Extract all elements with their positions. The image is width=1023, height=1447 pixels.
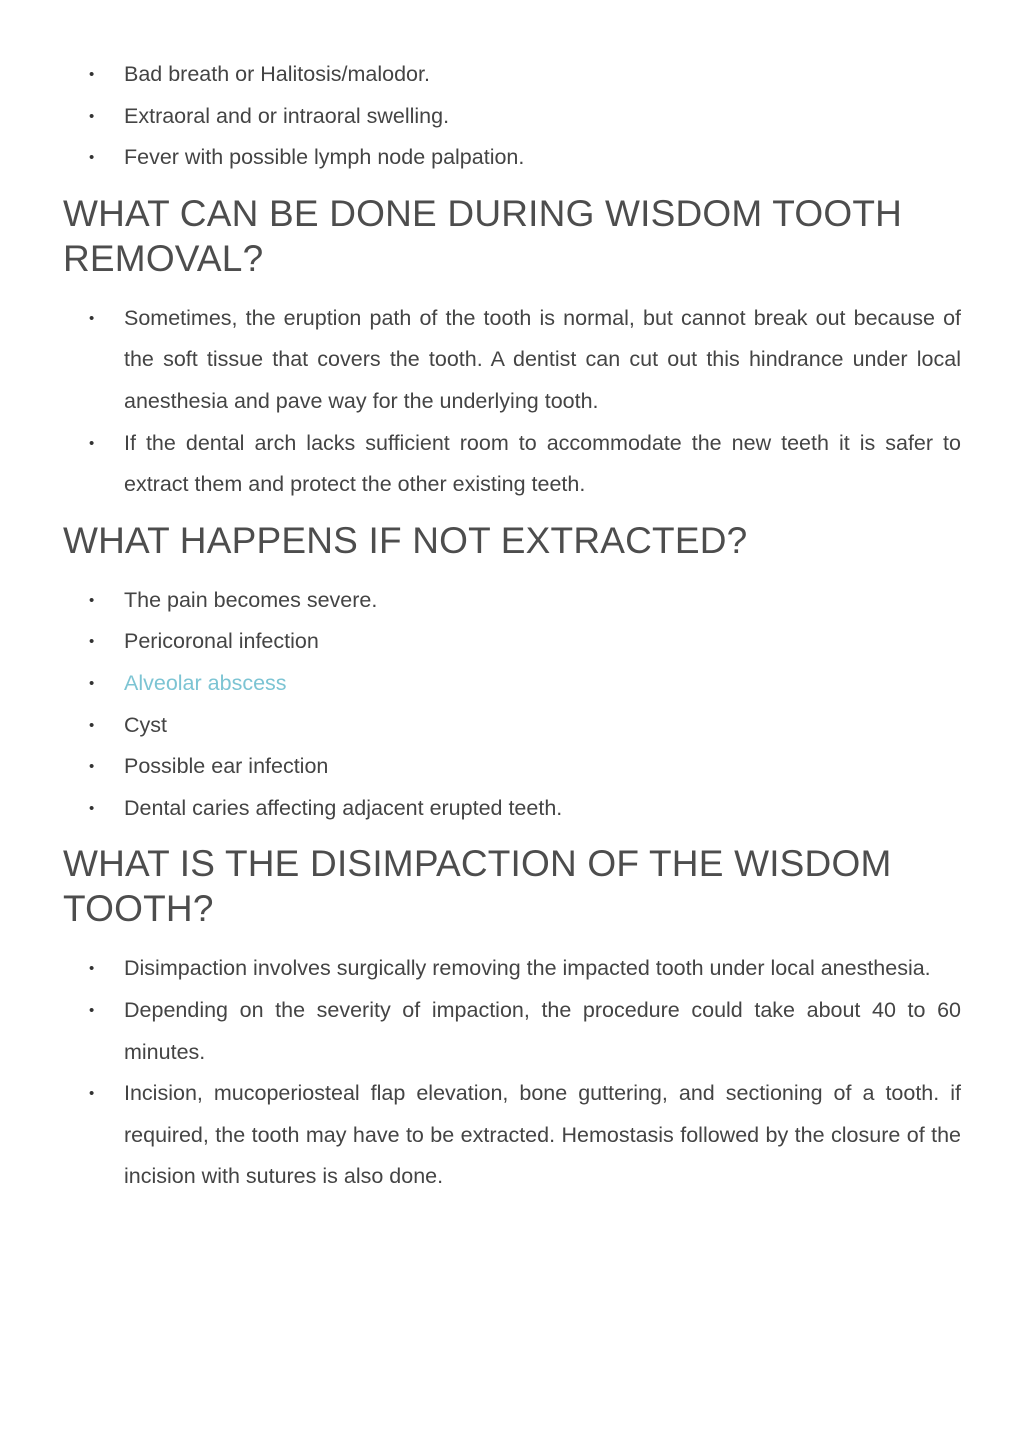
removal-list [63, 298, 961, 506]
list-item: • Possible ear infection [63, 746, 961, 788]
list-item: • The pain becomes severe. [63, 580, 961, 622]
list-item: • Extraoral and or intraoral swelling. [63, 96, 961, 138]
alveolar-abscess-link[interactable]: • Alveolar abscess [63, 663, 961, 705]
section-heading-disimpaction: WHAT IS THE DISIMPACTION OF THE WISDOM TOOTH? [63, 843, 892, 930]
list-item: • Fever with possible lymph node palpation. [63, 137, 961, 179]
list-item: • Cyst [63, 705, 961, 747]
not-extracted-list [63, 580, 961, 830]
list-item: • Incision, mucoperiosteal flap elevation, bone guttering, and sectioning of a tooth. if required, the tooth may have to be extracted. Hemostasis followed by the closure of the incision with sutures is also done. [63, 1073, 961, 1198]
list-item: • Bad breath or Halitosis/malodor. [63, 54, 961, 96]
disimpaction-list [63, 948, 961, 1198]
section-heading-removal: WHAT CAN BE DONE DURING WISDOM TOOTH REMOVAL? [63, 192, 903, 279]
list-item: • Pericoronal infection [63, 621, 961, 663]
section-heading-not-extracted: WHAT HAPPENS IF NOT EXTRACTED? [63, 519, 748, 561]
symptoms-list [63, 54, 961, 179]
list-item: • Disimpaction involves surgically removing the impacted tooth under local anesthesia. [63, 948, 961, 990]
list-item: • Depending on the severity of impaction, the procedure could take about 40 to 60 minutes. [63, 990, 961, 1073]
list-item: • Dental caries affecting adjacent erupted teeth. [63, 788, 961, 830]
list-item: • If the dental arch lacks sufficient room to accommodate the new teeth it is safer to extract them and protect the other existing teeth. [63, 423, 961, 506]
list-item: • Sometimes, the eruption path of the tooth is normal, but cannot break out because of the soft tissue that covers the tooth. A dentist can cut out this hindrance under local anesthesia and pave way for the underlying tooth. [63, 298, 961, 423]
